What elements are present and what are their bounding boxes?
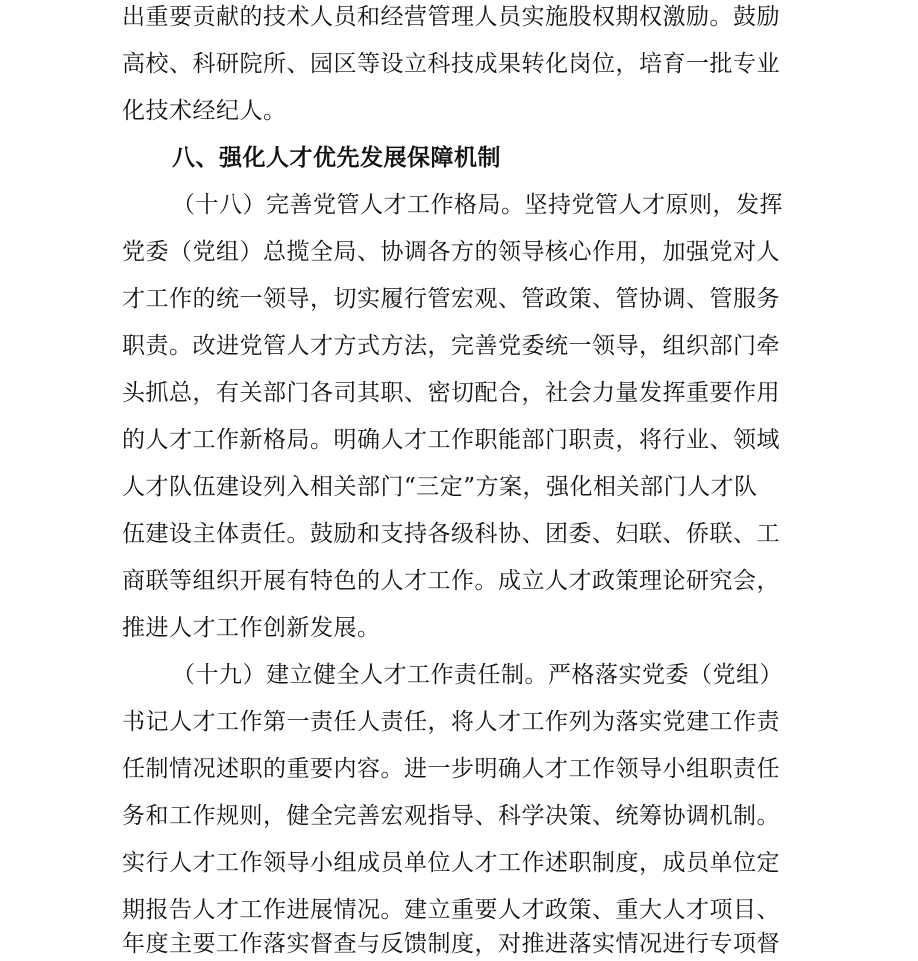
section-heading: 八、强化人才优先发展保障机制 (172, 145, 501, 171)
paragraph-line: （十九）建立健全人才工作责任制。严格落实党委（党组） (172, 662, 783, 688)
paragraph-line: 才工作的统一领导，切实履行管宏观、管政策、管协调、管服务 (122, 286, 780, 312)
paragraph-line: 商联等组织开展有特色的人才工作。成立人才政策理论研究会， (122, 568, 780, 594)
paragraph-line: 期报告人才工作进展情况。建立重要人才政策、重大人才项目、 (122, 897, 780, 923)
paragraph-line: 书记人才工作第一责任人责任，将人才工作列为落实党建工作责 (122, 709, 780, 735)
paragraph-line: 职责。改进党管人才方式方法，完善党委统一领导，组织部门牵 (122, 333, 780, 359)
paragraph-line: （十八）完善党管人才工作格局。坚持党管人才原则，发挥 (172, 192, 783, 218)
paragraph-line: 任制情况述职的重要内容。进一步明确人才工作领导小组职责任 (122, 756, 780, 782)
paragraph-line: 实行人才工作领导小组成员单位人才工作述职制度，成员单位定 (122, 850, 780, 876)
paragraph-line: 头抓总，有关部门各司其职、密切配合，社会力量发挥重要作用 (122, 380, 780, 406)
paragraph-line: 人才队伍建设列入相关部门“三定”方案，强化相关部门人才队 (122, 474, 758, 500)
paragraph-line: 年度主要工作落实督查与反馈制度，对推进落实情况进行专项督 (122, 931, 780, 957)
paragraph-line: 高校、科研院所、园区等设立科技成果转化岗位，培育一批专业 (122, 51, 780, 77)
paragraph-line: 化技术经纪人。 (122, 98, 287, 124)
paragraph-line: 务和工作规则，健全完善宏观指导、科学决策、统筹协调机制。 (122, 803, 780, 829)
paragraph-line: 伍建设主体责任。鼓励和支持各级科协、团委、妇联、侨联、工 (122, 521, 780, 547)
paragraph-line: 党委（党组）总揽全局、协调各方的领导核心作用，加强党对人 (122, 239, 780, 265)
paragraph-line: 推进人才工作创新发展。 (122, 615, 381, 641)
paragraph-line: 的人才工作新格局。明确人才工作职能部门职责，将行业、领域 (122, 427, 780, 453)
paragraph-line: 出重要贡献的技术人员和经营管理人员实施股权期权激励。鼓励 (122, 4, 780, 30)
